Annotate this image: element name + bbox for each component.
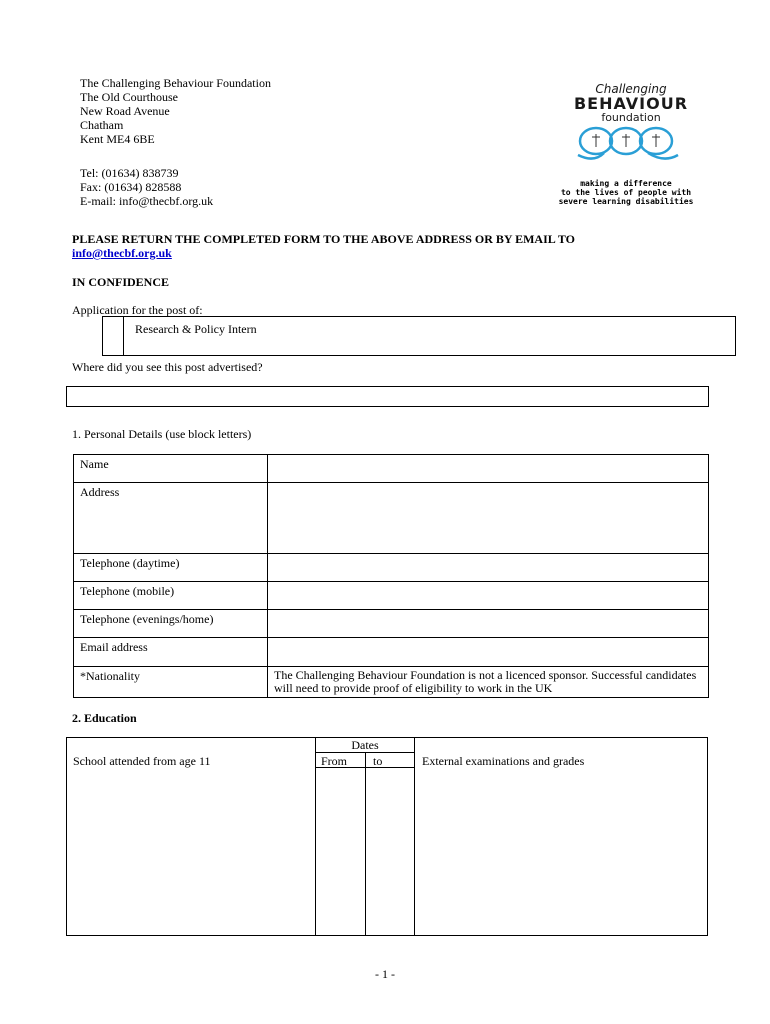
address-line: New Road Avenue: [80, 104, 170, 118]
faces-icon: [574, 125, 684, 165]
page-number: - 1 -: [375, 967, 395, 981]
telephone-daytime-field[interactable]: [268, 554, 709, 582]
contact-email: E-mail: info@thecbf.org.uk: [80, 194, 214, 208]
school-header: School attended from age 11: [73, 754, 211, 768]
address-line: Kent ME4 6BE: [80, 132, 155, 146]
school-field[interactable]: [68, 770, 314, 934]
address-line: The Old Courthouse: [80, 90, 178, 104]
to-field[interactable]: [366, 770, 413, 934]
email-address-field[interactable]: [268, 638, 709, 667]
application-label: Application for the post of:: [72, 303, 203, 317]
advertised-label: Where did you see this post advertised?: [72, 360, 263, 374]
from-header: From: [321, 754, 348, 768]
address-field[interactable]: [268, 483, 709, 554]
email-address-label: Email address: [74, 638, 268, 667]
table-row: [74, 554, 709, 582]
post-field[interactable]: [102, 316, 736, 356]
return-email-link[interactable]: info@thecbf.org.uk: [72, 246, 172, 260]
return-notice: [72, 232, 712, 260]
table-row: [74, 610, 709, 638]
post-field-value: Research & Policy Intern: [135, 322, 257, 336]
name-field[interactable]: [268, 455, 709, 483]
address-label: Address: [74, 483, 268, 554]
in-confidence-label: IN CONFIDENCE: [72, 275, 170, 289]
name-label: Name: [74, 455, 268, 483]
exams-header: External examinations and grades: [422, 754, 585, 768]
telephone-evening-label: Telephone (evenings/home): [74, 610, 268, 638]
logo-line1: Challenging: [595, 82, 667, 96]
personal-details-table: [73, 454, 709, 698]
logo-line3: foundation: [601, 111, 661, 124]
personal-details-heading: 1. Personal Details (use block letters): [72, 427, 252, 441]
logo-line2: BEHAVIOUR: [573, 94, 689, 113]
address-line: Chatham: [80, 118, 124, 132]
nationality-note: The Challenging Behaviour Foundation is not a licenced sponsor. Successful candidates will need to provide proof of eligibility to work in the UK: [268, 667, 709, 698]
telephone: Tel: (01634) 838739: [80, 166, 179, 180]
from-field[interactable]: [316, 770, 364, 934]
fax: Fax: (01634) 828588: [80, 180, 182, 194]
dates-header: Dates: [351, 738, 379, 752]
org-name: The Challenging Behaviour Foundation: [80, 76, 271, 90]
education-heading: 2. Education: [72, 711, 137, 725]
telephone-daytime-label: Telephone (daytime): [74, 554, 268, 582]
advertised-field[interactable]: [66, 386, 709, 407]
telephone-evening-field[interactable]: [268, 610, 709, 638]
cbf-logo: [556, 82, 696, 206]
telephone-mobile-field[interactable]: [268, 582, 709, 610]
to-header: to: [373, 754, 383, 768]
table-row: [74, 483, 709, 554]
logo-tagline: making a difference to the lives of people with severe learning disabilities: [558, 179, 694, 206]
table-row: [74, 638, 709, 667]
nationality-label: *Nationality: [74, 667, 268, 698]
table-row: [74, 455, 709, 483]
table-row: [74, 582, 709, 610]
table-row: [74, 667, 709, 698]
return-notice-text: PLEASE RETURN THE COMPLETED FORM TO THE ABOVE ADDRESS OR BY EMAIL TO: [72, 232, 576, 246]
exams-field[interactable]: [415, 770, 706, 934]
telephone-mobile-label: Telephone (mobile): [74, 582, 268, 610]
education-table: [66, 737, 708, 936]
address-block: [80, 76, 271, 208]
